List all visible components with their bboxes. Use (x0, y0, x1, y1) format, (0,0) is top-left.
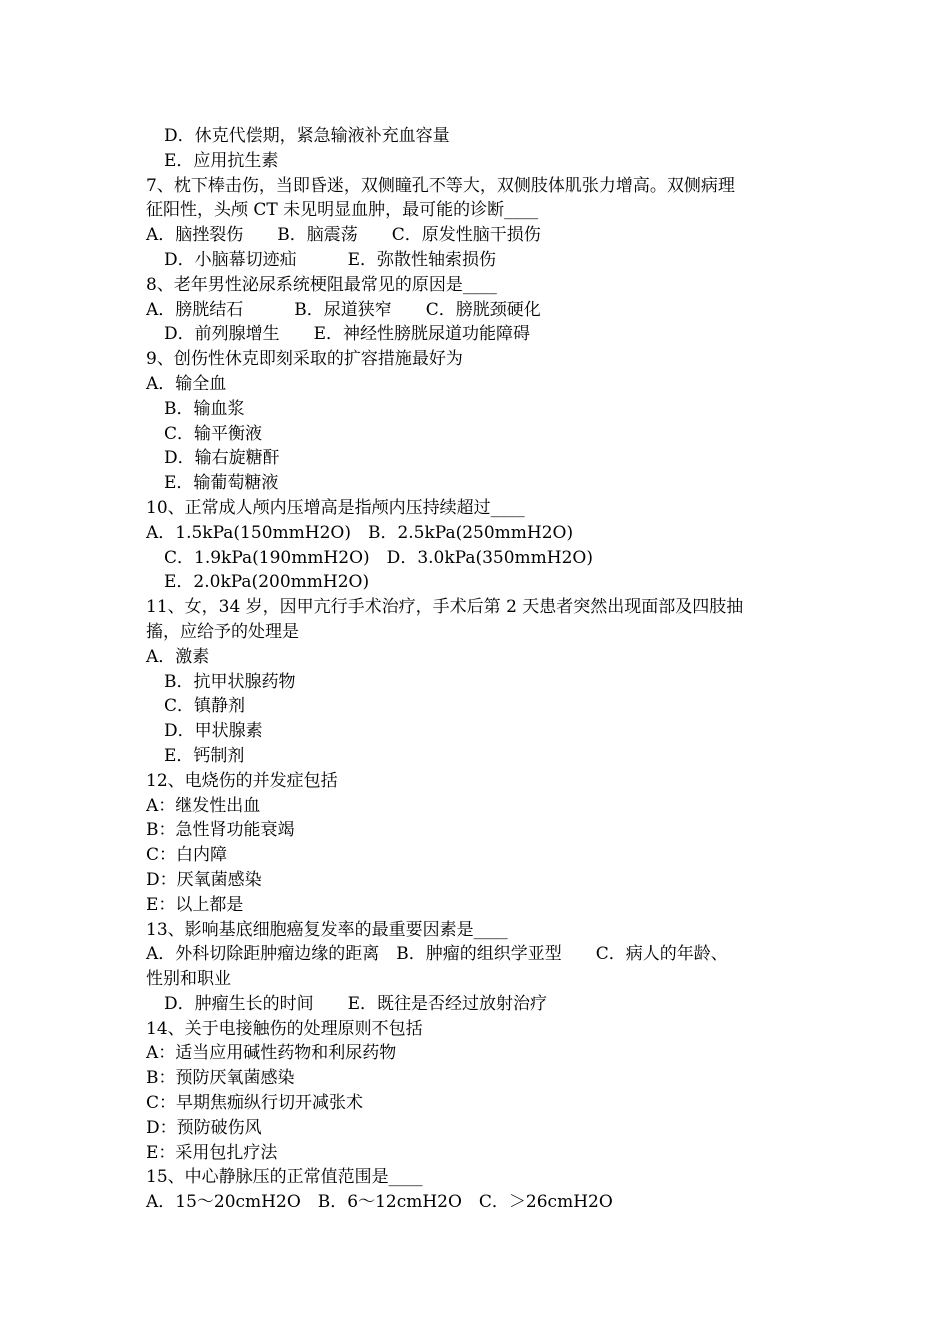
text-line: E．输葡萄糖液 (164, 473, 279, 494)
text-line: 11、女，34 岁，因甲亢行手术治疗，手术后第 2 天患者突然出现面部及四肢抽 (146, 597, 744, 618)
text-line: A：适当应用碱性药物和利尿药物 (146, 1043, 397, 1064)
text-line: A．脑挫裂伤 B．脑震荡 C．原发性脑干损伤 (146, 225, 541, 246)
text-line: 搐，应给予的处理是 (146, 621, 299, 642)
text-line: B．抗甲状腺药物 (164, 671, 296, 692)
text-line: E．2.0kPa(200mmH2O) (164, 572, 370, 593)
text-line: D．休克代偿期，紧急输液补充血容量 (164, 126, 450, 146)
text-line: E．钙制剂 (164, 745, 245, 766)
text-line: A：继发性出血 (146, 795, 261, 816)
text-line: A．15～20cmH2O B．6～12cmH2O C．＞26cmH2O (146, 1192, 613, 1213)
text-line: E：以上都是 (146, 894, 244, 915)
text-line: A．膀胱结石 B．尿道狭窄 C．膀胱颈硬化 (146, 299, 541, 320)
text-line: C：早期焦痂纵行切开减张术 (146, 1093, 364, 1114)
text-line: C．输平衡液 (164, 423, 263, 444)
text-line: E：采用包扎疗法 (146, 1142, 278, 1163)
text-line: 15、中心静脉压的正常值范围是____ (146, 1167, 423, 1188)
text-line: 12、电烧伤的并发症包括 (146, 770, 338, 791)
text-line: D．肿瘤生长的时间 E．既往是否经过放射治疗 (164, 993, 548, 1014)
text-line: E．应用抗生素 (164, 150, 279, 171)
text-line: A．外科切除距肿瘤边缘的距离 B．肿瘤的组织学亚型 C．病人的年龄、 (146, 944, 728, 965)
text-line: A．激素 (146, 646, 210, 667)
text-line: 14、关于电接触伤的处理原则不包括 (146, 1018, 423, 1039)
text-line: D．前列腺增生 E．神经性膀胱尿道功能障碍 (164, 324, 531, 345)
text-line: B：预防厌氧菌感染 (146, 1068, 295, 1089)
text-line: D．小脑幕切迹疝 E．弥散性轴索损伤 (164, 249, 497, 270)
text-line: 征阳性，头颅 CT 未见明显血肿，最可能的诊断____ (146, 200, 539, 221)
text-line: D：厌氧菌感染 (146, 869, 262, 890)
text-line: A．1.5kPa(150mmH2O) B．2.5kPa(250mmH2O) (146, 522, 574, 543)
text-line: D：预防破伤风 (146, 1117, 262, 1138)
text-line: 10、正常成人颅内压增高是指颅内压持续超过____ (146, 497, 525, 518)
text-line: C：白内障 (146, 845, 228, 866)
text-line: C．1.9kPa(190mmH2O) D．3.0kPa(350mmH2O) (164, 547, 593, 568)
text-line: 7、枕下棒击伤，当即昏迷，双侧瞳孔不等大，双侧肢体肌张力增高。双侧病理 (146, 175, 735, 196)
text-line: 8、老年男性泌尿系统梗阻最常见的原因是____ (146, 274, 497, 295)
document-body (146, 124, 826, 1215)
text-line: D．甲状腺素 (164, 721, 263, 742)
text-line: 13、影响基底细胞癌复发率的最重要因素是____ (146, 919, 508, 940)
text-line: C．镇静剂 (164, 696, 246, 717)
text-line: B：急性肾功能衰竭 (146, 820, 295, 841)
text-line: 性别和职业 (146, 969, 231, 990)
text-line: D．输右旋糖酐 (164, 448, 280, 469)
text-line: B．输血浆 (164, 398, 245, 419)
text-line: 9、创伤性休克即刻采取的扩容措施最好为 (146, 349, 463, 370)
text-line: A．输全血 (146, 373, 227, 394)
